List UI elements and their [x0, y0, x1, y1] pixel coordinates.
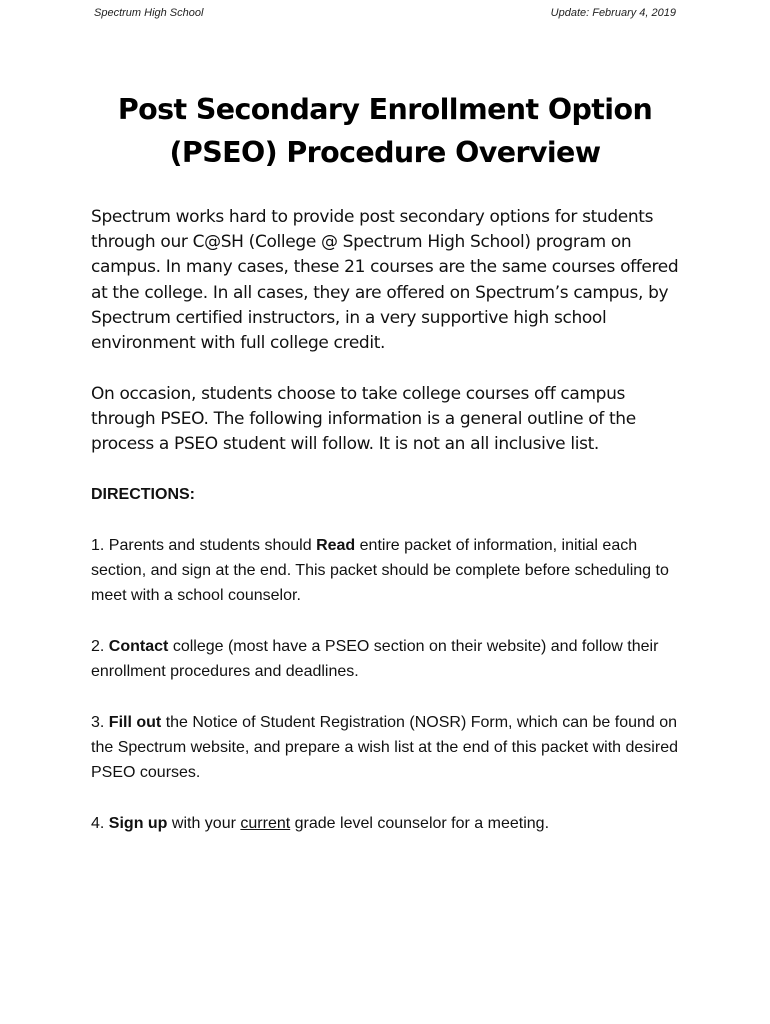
step-number: 1.: [91, 537, 105, 554]
step-text: college (most have a PSEO section on their website) and follow their enrollment procedures and deadlines.: [91, 638, 659, 681]
document-title: [90, 88, 680, 174]
step-text-middle: with your: [171, 815, 236, 832]
step-keyword: Fill out: [108, 714, 162, 731]
step-keyword: Read: [316, 537, 356, 554]
step-text: grade level counselor for a meeting.: [294, 815, 550, 832]
step-keyword: Contact: [108, 638, 169, 655]
title-line-2: (PSEO) Procedure Overview: [169, 136, 601, 169]
step-underlined-word: current: [240, 815, 291, 832]
direction-step-2: [91, 634, 689, 684]
step-text: entire packet of information, initial each section, and sign at the end. This packet should be complete before scheduling to meet with a school counselor.: [91, 537, 669, 605]
header-school-name: Spectrum High School: [94, 7, 204, 19]
intro-paragraph-1: Spectrum works hard to provide post secondary options for students through our C@SH (College @ Spectrum High School) program on campus. In many cases, these 21 courses are the same courses offered at the college. In all cases, they are offered on Spectrum’s campus, by Spectrum certified instructors, in a very supportive high school environment with full college credit.: [91, 207, 679, 354]
step-number: 4.: [91, 815, 105, 832]
step-text-before: Parents and students should: [108, 537, 312, 554]
directions-heading: DIRECTIONS:: [91, 486, 195, 503]
step-number: 3.: [91, 714, 105, 731]
title-line-1: Post Secondary Enrollment Option: [117, 93, 653, 126]
direction-step-3: [91, 710, 689, 786]
step-keyword: Sign up: [108, 815, 168, 832]
step-number: 2.: [91, 638, 105, 655]
step-text: the Notice of Student Registration (NOSR) Form, which can be found on the Spectrum website, and prepare a wish list at the end of this packet with desired PSEO courses.: [91, 714, 678, 782]
direction-step-1: [91, 533, 689, 609]
direction-step-4: [91, 811, 689, 836]
intro-paragraph-2: On occasion, students choose to take college courses off campus through PSEO. The following information is a general outline of the process a PSEO student will follow. It is not an all inclusive list.: [91, 384, 636, 455]
header-update-date: Update: February 4, 2019: [550, 7, 676, 19]
